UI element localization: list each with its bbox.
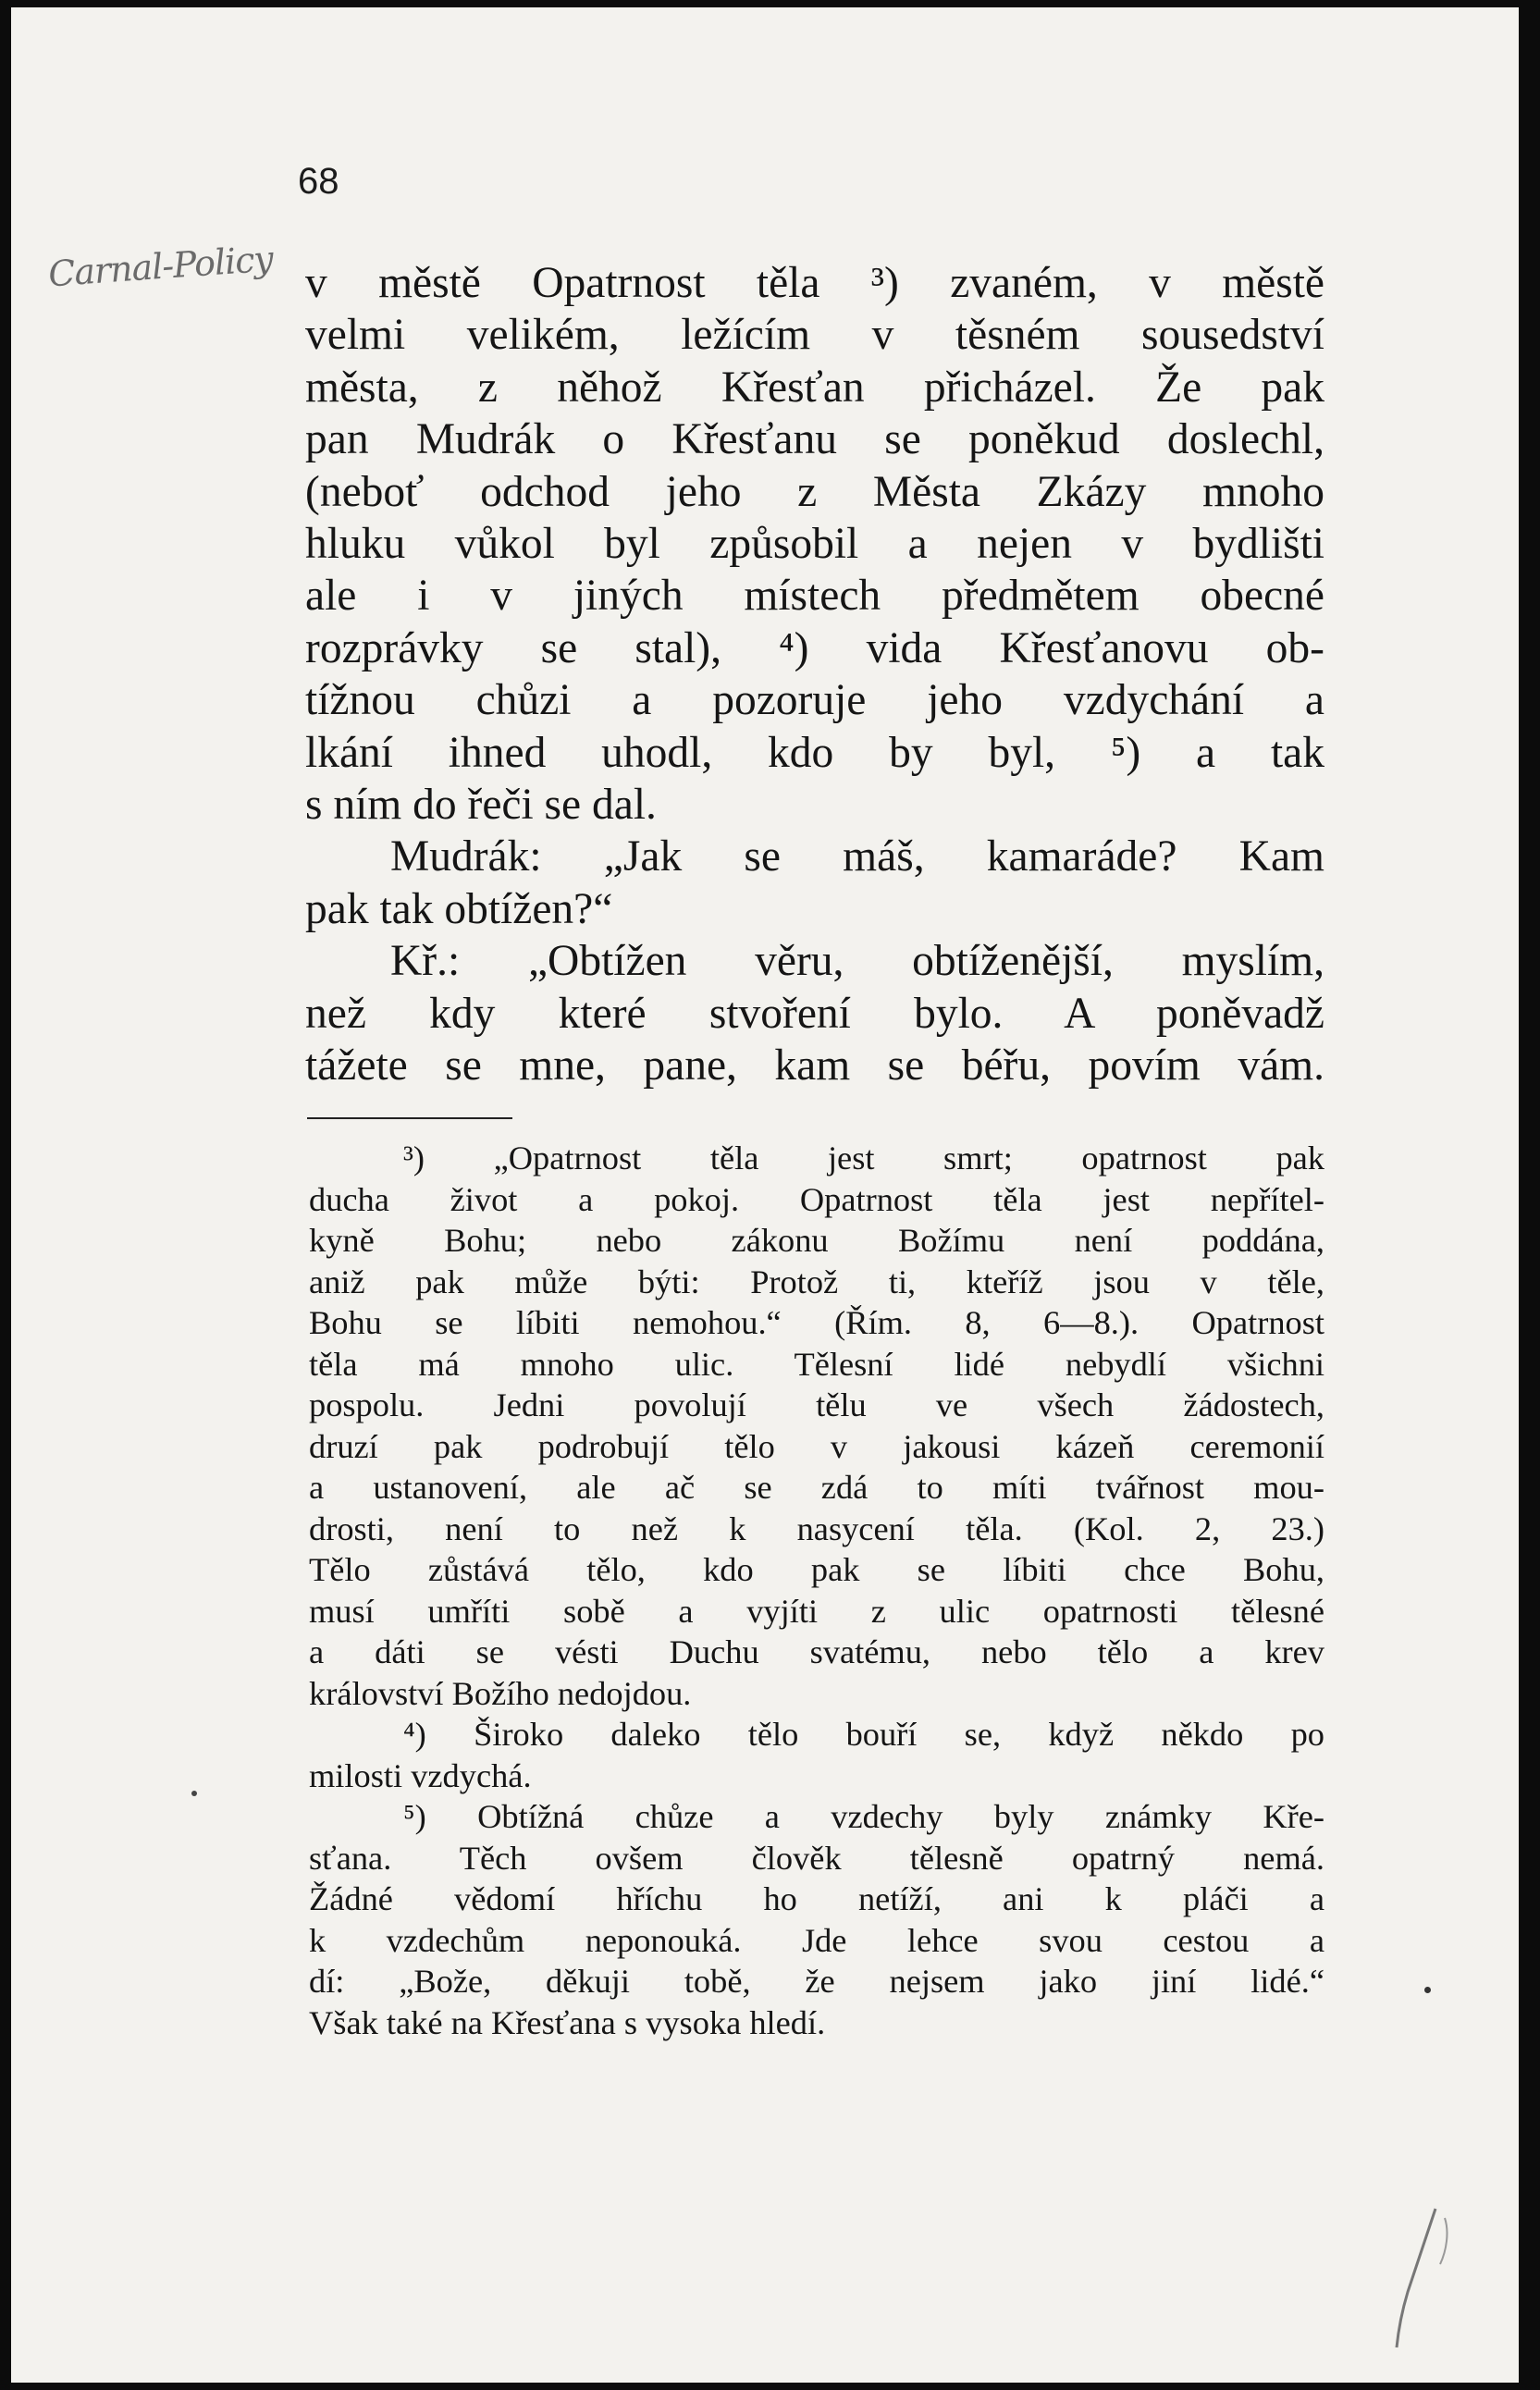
footnote-line: Bohu se líbiti nemohou.“ (Řím. 8, 6—8.). Opatrnost [309, 1304, 1324, 1341]
footnote-line: těla má mnoho ulic. Tělesní lidé nebydlí všichni [309, 1345, 1324, 1383]
footnote-line: Žádné vědomí hříchu ho netíží, ani k pláči a [309, 1880, 1324, 1917]
dialogue-line: tážete se mne, pane, kam se béřu, povím vám. [305, 1041, 1324, 1090]
dialogue-line: Mudrák: „Jak se máš, kamaráde? Kam [390, 832, 1324, 881]
footnote-divider [307, 1117, 512, 1119]
text-line: s ním do řeči se dal. [305, 781, 657, 830]
footnote-line: musí umříti sobě a vyjíti z ulic opatrnosti tělesné [309, 1592, 1324, 1630]
main-text [305, 257, 1324, 1092]
footnote-line: ⁴) Široko daleko tělo bouří se, když někdo po [403, 1716, 1324, 1753]
footnote-line: ⁵) Obtížná chůze a vzdechy byly známky Kře- [403, 1798, 1324, 1835]
text-line: hluku vůkol byl způsobil a nejen v bydlišti [305, 520, 1324, 569]
footnote-line: dí: „Bože, děkuji tobě, že nejsem jako jiní lidé.“ [309, 1963, 1324, 2000]
footnote-line: a ustanovení, ale ač se zdá to míti tvářnost mou- [309, 1469, 1324, 1506]
footnotes [309, 1138, 1324, 2043]
dialogue-line: než kdy které stvoření bylo. A poněvadž [305, 989, 1324, 1038]
footnote-line: pospolu. Jedni povolují tělu ve všech žádostech, [309, 1386, 1324, 1423]
text-line: (neboť odchod jeho z Města Zkázy mnoho [305, 467, 1324, 516]
dialogue-line: Kř.: „Obtížen věru, obtíženější, myslím, [390, 937, 1324, 986]
footnote-line: ³) „Opatrnost těla jest smrt; opatrnost pak [403, 1140, 1324, 1177]
footnote-line: aniž pak může býti: Protož ti, kteříž jsou v těle, [309, 1263, 1324, 1300]
footnote-line: k vzdechům neponouká. Jde lehce svou cestou a [309, 1921, 1324, 1959]
footnote-line: kyně Bohu; nebo zákonu Božímu není poddána, [309, 1222, 1324, 1259]
text-line: rozprávky se stal), ⁴) vida Křesťanovu ob- [305, 623, 1324, 672]
text-line: tížnou chůzi a pozoruje jeho vzdychání a [305, 676, 1324, 725]
text-line: pan Mudrák o Křesťanu se poněkud doslechl, [305, 415, 1324, 464]
footnote-line: ducha život a pokoj. Opatrnost těla jest nepřítel- [309, 1180, 1324, 1218]
footnote-line: království Božího nedojdou. [309, 1674, 692, 1712]
footnote-line: sťana. Těch ovšem člověk tělesně opatrný nemá. [309, 1839, 1324, 1877]
text-line: velmi velikém, ležícím v těsném sousedství [305, 311, 1324, 360]
page-number: 68 [298, 161, 339, 202]
footnote-line: milosti vzdychá. [309, 1756, 532, 1794]
pencil-mark-icon [1361, 2199, 1472, 2357]
footnote-line: Tělo zůstává tělo, kdo pak se líbiti chce Bohu, [309, 1551, 1324, 1588]
book-page [11, 7, 1519, 2383]
text-line: lkání ihned uhodl, kdo by byl, ⁵) a tak [305, 728, 1324, 777]
text-line: v městě Opatrnost těla ³) zvaném, v městě [305, 259, 1324, 307]
text-line: ale i v jiných místech předmětem obecné [305, 572, 1324, 621]
footnote-line: Však také na Křesťana s vysoka hledí. [309, 2003, 826, 2041]
ink-speck [191, 1791, 197, 1796]
footnote-line: a dáti se vésti Duchu svatému, nebo tělo a krev [309, 1633, 1324, 1670]
ink-speck [1424, 1987, 1431, 1993]
handwritten-margin-note: Carnal-Policy [46, 238, 275, 295]
footnote-line: drosti, není to než k nasycení těla. (Kol. 2, 23.) [309, 1509, 1324, 1547]
text-line: města, z něhož Křesťan přicházel. Že pak [305, 363, 1324, 412]
footnote-line: druzí pak podrobují tělo v jakousi kázeň ceremonií [309, 1427, 1324, 1465]
dialogue-line: pak tak obtížen?“ [305, 884, 613, 933]
